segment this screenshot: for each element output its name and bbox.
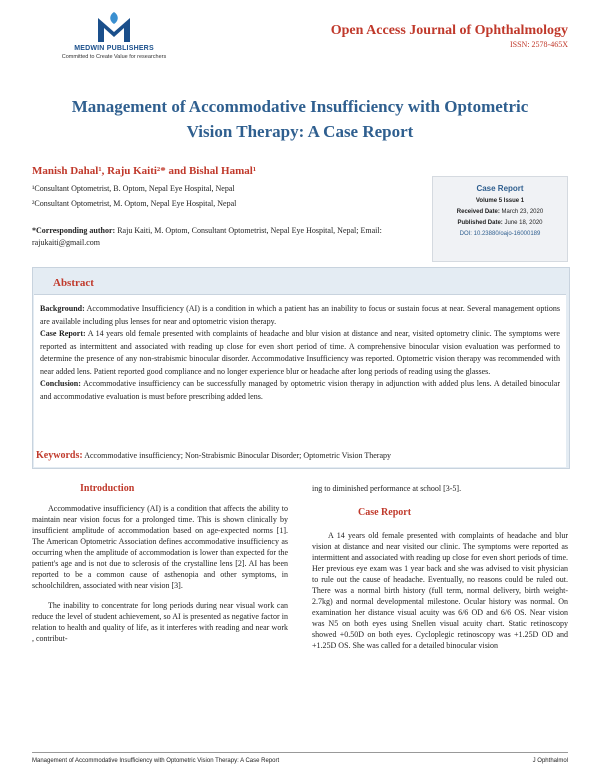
keywords-text: Accommodative insufficiency; Non-Strabismic Binocular Disorder; Optometric Vision Therapy [82,451,392,460]
volume-issue: Volume 5 Issue 1 [475,198,525,204]
received-date-value: March 23, 2020 [499,209,544,215]
publisher-logo [44,10,184,60]
keywords [36,450,391,461]
right-column-continuation [312,483,568,503]
article-info-box [432,176,568,262]
published-date [433,220,567,226]
keywords-label: Keywords: [36,450,83,461]
abstract-heading: Abstract [53,277,94,289]
medwin-logo-icon [94,10,134,44]
abstract-panel [34,294,566,467]
case-report-body [312,530,568,660]
introduction-heading: Introduction [80,483,135,494]
footer-journal-abbrev: J Ophthalmol [532,758,568,764]
article-title-line2: Vision Therapy: A Case Report [186,122,414,141]
published-date-label: Published Date: [457,220,503,226]
abstract-box [32,267,570,469]
introduction-paragraph-1: Accommodative insufficiency (AI) is a condition that affects the ability to maintain near vision focus for a prolonged time. This is shown clinically by insufficient amplitude of accommodation based on age-expected norms [1]. The American Optometric Association defines accommodative insufficiency as occurring when the amplitude of accommodation is lower than expected for the patient's age and is not due to sclerosis of the crystalline lens [2]. AI has been reported to be a common cause of asthenopia and other symptoms, in schoolchildren, associated with near vision [3]. [32,504,288,590]
continuation-text: ing to diminished performance at school [3-5]. [312,484,462,493]
conclusion-label: Conclusion: [40,379,81,388]
background-text: Accommodative Insufficiency (AI) is a condition in which a patient has an inability to focus or sustain focus at near. Several management options are available including plus lenses for near and optometric vision therapy. [40,304,560,326]
doi-link[interactable]: DOI: 10.23880/oajo-16000189 [459,231,541,237]
affiliation-1: ¹Consultant Optometrist, B. Optom, Nepal Eye Hospital, Nepal [32,184,235,193]
footer-divider [32,752,568,753]
case-report-paragraph-1: A 14 years old female presented with complaints of headache and blur vision at distance and near visited our clinic. The symptoms were reported as intermittent and associated with reading up close for even short periods of time. Her previous eye exam was 1 year back and she was advised to visit physician to rule out the cause of headache. Eventually, no reasons could be ruled out. There was a normal birth history (full term, normal delivery, birth weight-2.7kg) and normal developmental milestone. Ocular history was normal. On examination her distance visual acuity was 6/6 OD and 6/6 OS. Near vision was N5 on both eyes using Snellen visual acuity chart. Static retinoscopy showed +0.50D on both eyes. Cycloplegic retinoscopy was +1.25D OD and +1.25D OS. She was called for a detailed binocular vision [312,531,568,650]
author-list: Manish Dahal¹, Raju Kaiti²* and Bishal Hamal¹ [32,165,257,177]
received-date-label: Received Date: [456,209,500,215]
corresponding-author-text: Raju Kaiti, M. Optom, Consultant Optometrist, Nepal Eye Hospital, Nepal; Email: rajukaiti@gmail.com [32,226,382,247]
publisher-tagline: Committed to Create Value for researchers [61,54,167,60]
published-date-value: June 18, 2020 [502,220,543,226]
conclusion-text: Accommodative insufficiency can be successfully managed by optometric vision therapy in adjunction with added plus lens. A detailed binocular and accommodative evaluation is must before prescribing added lens. [40,379,560,401]
case-report-label: Case Report: [40,329,86,338]
publisher-name: MEDWIN PUBLISHERS [74,45,154,52]
affiliation-2: ²Consultant Optometrist, M. Optom, Nepal Eye Hospital, Nepal [32,199,237,208]
background-label: Background: [40,304,85,313]
case-report-text: A 14 years old female presented with complaints of headache and blur vision at distance and near, visited optometry clinic. The symptoms were reported as intermittent and associated with reading up close for even short period of time. A comprehensive binocular vision evaluation was performed to determine the presence of any non-strabismic binocular disorder. Accommodative Insufficiency was reported. Optometric vision therapy was recommended with near added lens. Patient reported good compliance and no longer experience blur or headache after long periods of reading using the glasses. [40,329,560,376]
footer-running-title: Management of Accommodative Insufficiency with Optometric Vision Therapy: A Case Report [32,758,280,764]
article-title [30,94,570,144]
case-report-heading: Case Report [358,507,412,518]
abstract-body [40,303,560,403]
article-title-line1: Management of Accommodative Insufficiency with Optometric [71,97,529,116]
corresponding-author-label: *Corresponding author: [32,226,116,235]
introduction-body [32,503,288,653]
article-type: Case Report [476,184,524,193]
introduction-paragraph-2: The inability to concentrate for long periods during near visual work can reduce the level of student achievement, so AI is presented as negative factor in relation to health and quality of life, as it interferes with reading and near work , contribut- [32,601,288,643]
journal-issn: ISSN: 2578-465X [509,40,568,49]
received-date [433,209,567,215]
journal-title: Open Access Journal of Ophthalmology [330,23,568,38]
corresponding-author [32,225,422,249]
